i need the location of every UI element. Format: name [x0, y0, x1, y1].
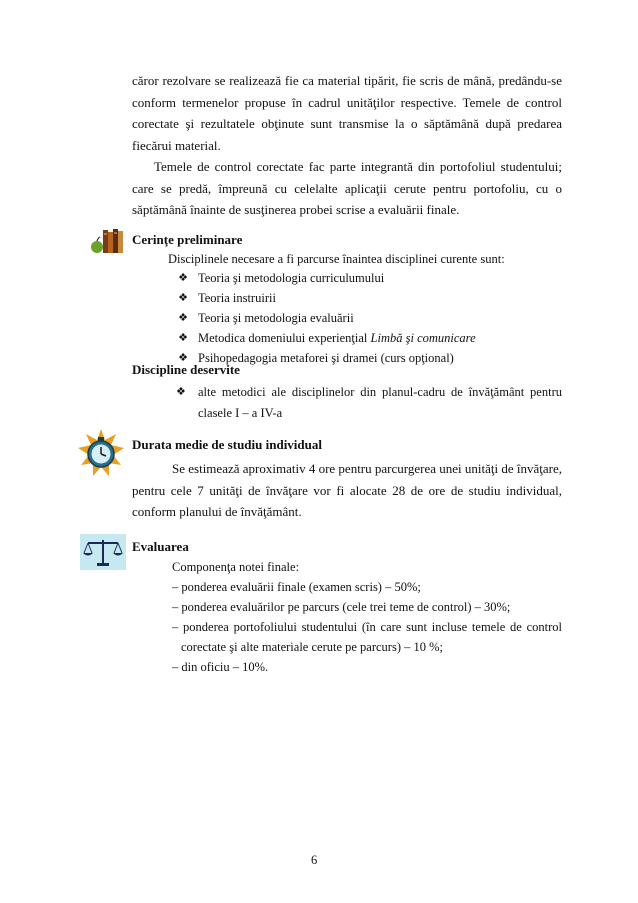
duration-heading: Durata medie de studiu individual	[132, 437, 322, 452]
duration-line: pentru cele 7 unităţi de învăţare vor fi alocate 28 de ore de studiu individual,	[132, 482, 562, 498]
evaluation-line: Componenţa notei finale:	[172, 560, 300, 574]
diamond-bullet-icon: ❖	[178, 312, 188, 324]
prereq-heading: Cerinţe preliminare	[132, 232, 243, 247]
evaluation-line: – ponderea portofoliului studentului (în care sunt incluse temele de control	[172, 620, 562, 634]
list-item: ❖ Teoria şi metodologia curriculumului	[176, 268, 476, 288]
intro-line: Temele de control corectate fac parte integrantă din portofoliul studentului;	[154, 159, 562, 174]
list-item: ❖ Psihopedagogia metaforei şi dramei (curs opţional)	[176, 348, 476, 368]
evaluation-heading: Evaluarea	[132, 539, 189, 554]
list-item: ❖ Metodica domeniului experienţial Limbă şi comunicare	[176, 328, 476, 348]
diamond-bullet-icon: ❖	[178, 292, 188, 304]
intro-paragraph	[132, 70, 562, 221]
books-apple-icon	[89, 228, 129, 254]
balance-scale-icon	[80, 534, 126, 570]
duration-line: conform planului de învăţământ.	[132, 504, 302, 519]
duration-line: Se estimează aproximativ 4 ore pentru parcurgerea unei unităţi de învăţare,	[172, 461, 562, 476]
prereq-intro: Disciplinele necesare a fi parcurse înaintea disciplinei curente sunt:	[168, 252, 505, 266]
evaluation-line: – din oficiu – 10%.	[172, 660, 269, 674]
diamond-bullet-icon: ❖	[178, 332, 188, 344]
intro-line: conform termenelor propuse în cadrul unităţilor respective. Temele de control	[132, 94, 562, 110]
list-item: ❖ Teoria instruirii	[176, 288, 476, 308]
intro-line: săptămână înainte de susţinerea probei scrise a evaluării finale.	[132, 202, 460, 217]
evaluation-line: corectate şi alte materiale cerute pe parcurs) – 10 %;	[181, 640, 444, 654]
evaluation-line: – ponderea evaluărilor pe parcurs (cele trei teme de control) – 30%;	[172, 600, 511, 614]
diamond-bullet-icon: ❖	[178, 272, 188, 284]
intro-line: căror rezolvare se realizează fie ca material tipărit, fie scris de mână, predându-se	[132, 73, 562, 88]
intro-line: fiecărui material.	[132, 137, 221, 153]
diamond-bullet-icon: ❖	[178, 352, 188, 364]
page-number: 6	[311, 853, 318, 867]
duration-paragraph	[132, 458, 562, 523]
served-item: ❖ alte metodici ale disciplinelor din planul-cadru de învăţământ pentru clasele I – a IV-a	[176, 382, 562, 424]
evaluation-line: – ponderea evaluării finale (examen scris) – 50%;	[172, 580, 421, 594]
served-heading: Discipline deservite	[132, 362, 240, 377]
intro-line: care se predă, împreună cu celelalte aplicaţii cerute pentru portofoliu, cu o	[132, 180, 562, 196]
stopwatch-icon	[76, 428, 126, 478]
diamond-bullet-icon: ❖	[176, 386, 186, 398]
prereq-list	[176, 268, 476, 368]
list-item: ❖ Teoria şi metodologia evaluării	[176, 308, 476, 328]
intro-line: corectate şi rezultatele obţinute sunt transmise la o săptămână după predarea	[132, 116, 562, 131]
